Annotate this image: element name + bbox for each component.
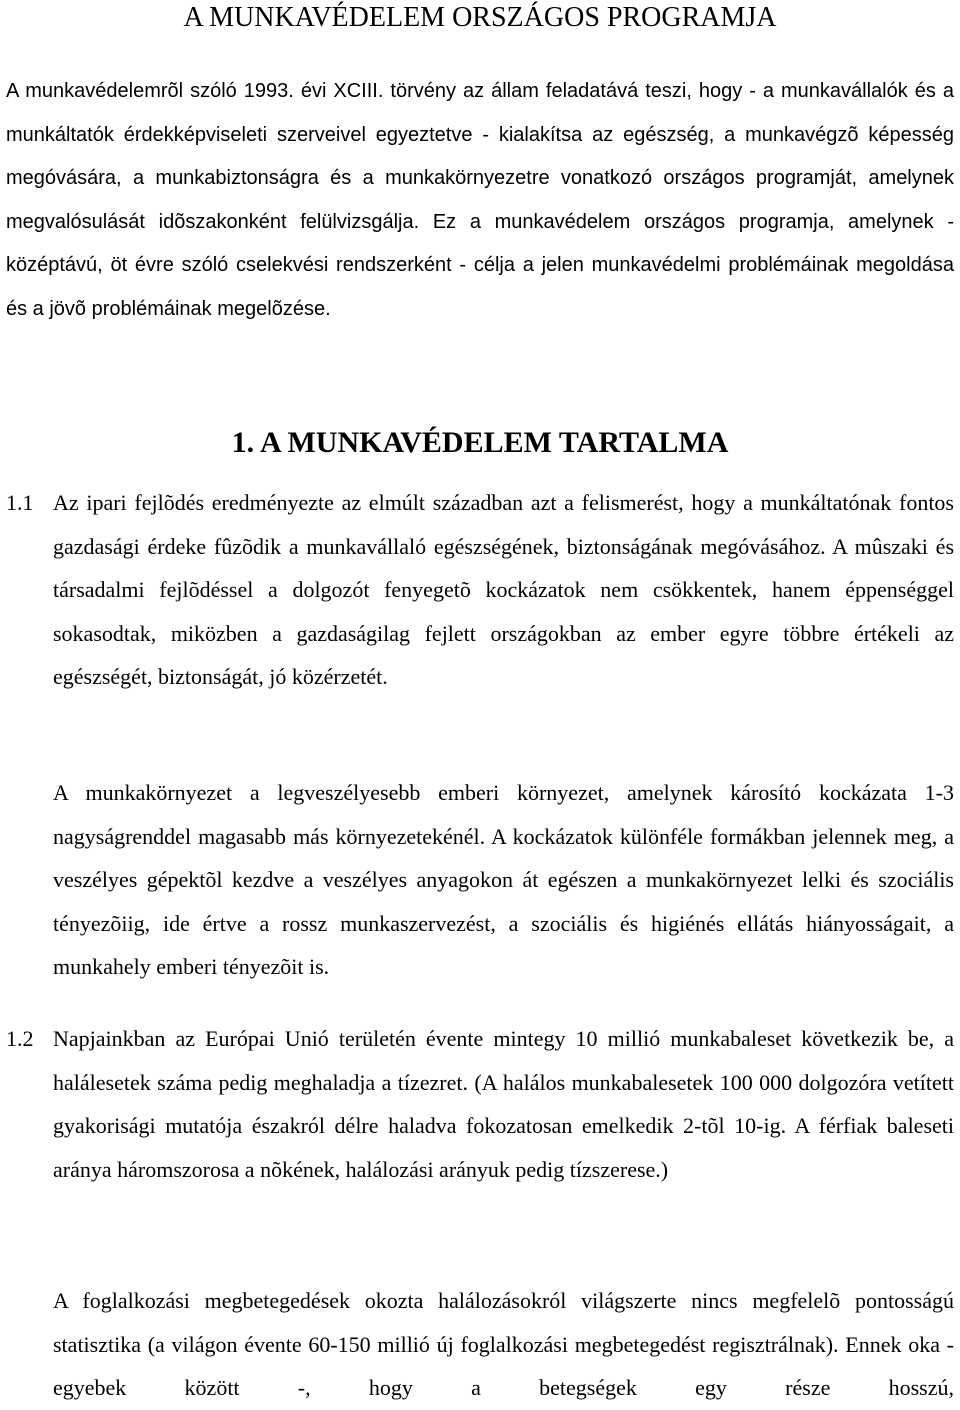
section-paragraph: Az ipari fejlõdés eredményezte az elmúlt században azt a felismerést, hogy a munkáltatónak fontos gazdasági érdeke fûzõdik a munkavállaló egészségének, biztonságának megóvásához. A mûszaki és társadalmi fejlõdéssel a dolgozót fenyegetõ kockázatok nem csökkentek, hanem éppenséggel sokasodtak, miközben a gazdaságilag fejlett országokban az ember egyre többre értékeli az egészségét, biztonságát, jó közérzetét. xyxy=(53,490,954,690)
section-paragraph: A munkakörnyezet a legveszélyesebb emberi környezet, amelynek károsító kockázata 1-3 nagyságrenddel magasabb más környezetekénél. A kockázatok különféle formákban jelennek meg, a veszélyes gépektõl kezdve a veszélyes anyagokon át egészen a munkakörnyezet lelki és szociális tényezõiig, ide értve a rossz munkaszervezést, a szociális és higiénés ellátás hiányosságait, a munkahely emberi tényezõit is. xyxy=(53,780,954,980)
section-1-2 xyxy=(6,1017,954,1191)
intro-paragraph: A munkavédelemrõl szóló 1993. évi XCIII. törvény az állam feladatává teszi, hogy - a munkavállalók és a munkáltatók érdekképviseleti szerveivel egyeztetve - kialakítsa az egészség, a munkavégzõ képesség megóvására, a munkabiztonságra és a munkakörnyezetre vonatkozó országos programját, amelynek megvalósulását idõszakonként felülvizsgálja. Ez a munkavédelem országos programja, amelynek - középtávú, öt évre szóló cselekvési rendszerként - célja a jelen munkavédelmi problémáinak megoldása és a jövõ problémáinak megelõzése. xyxy=(6,80,954,320)
section-paragraph: A foglalkozási megbetegedések okozta halálozásokról világszerte nincs megfelelõ pontosságú statisztika (a világon évente 60-150 millió új foglalkozási megbetegedést regisztrálnak). Ennek oka - egyebek között -, hogy a betegségek egy része hosszú, xyxy=(53,1288,954,1401)
section-number: 1.1 xyxy=(6,490,34,515)
section-heading: 1. A MUNKAVÉDELEM TARTALMA xyxy=(231,426,729,459)
document-title: A MUNKAVÉDELEM ORSZÁGOS PROGRAMJA xyxy=(183,2,777,33)
section-paragraph: Napjainkban az Európai Unió területén évente mintegy 10 millió munkabaleset következik be, a halálesetek száma pedig meghaladja a tízezret. (A halálos munkabalesetek 100 000 dolgozóra vetített gyakorisági mutatója északról délre haladva fokozatosan emelkedik 2-tõl 10-ig. A férfiak baleseti aránya háromszorosa a nõkének, halálozási arányuk pedig tízszerese.) xyxy=(53,1026,954,1182)
section-1-1 xyxy=(6,481,954,699)
section-number: 1.2 xyxy=(6,1026,34,1051)
